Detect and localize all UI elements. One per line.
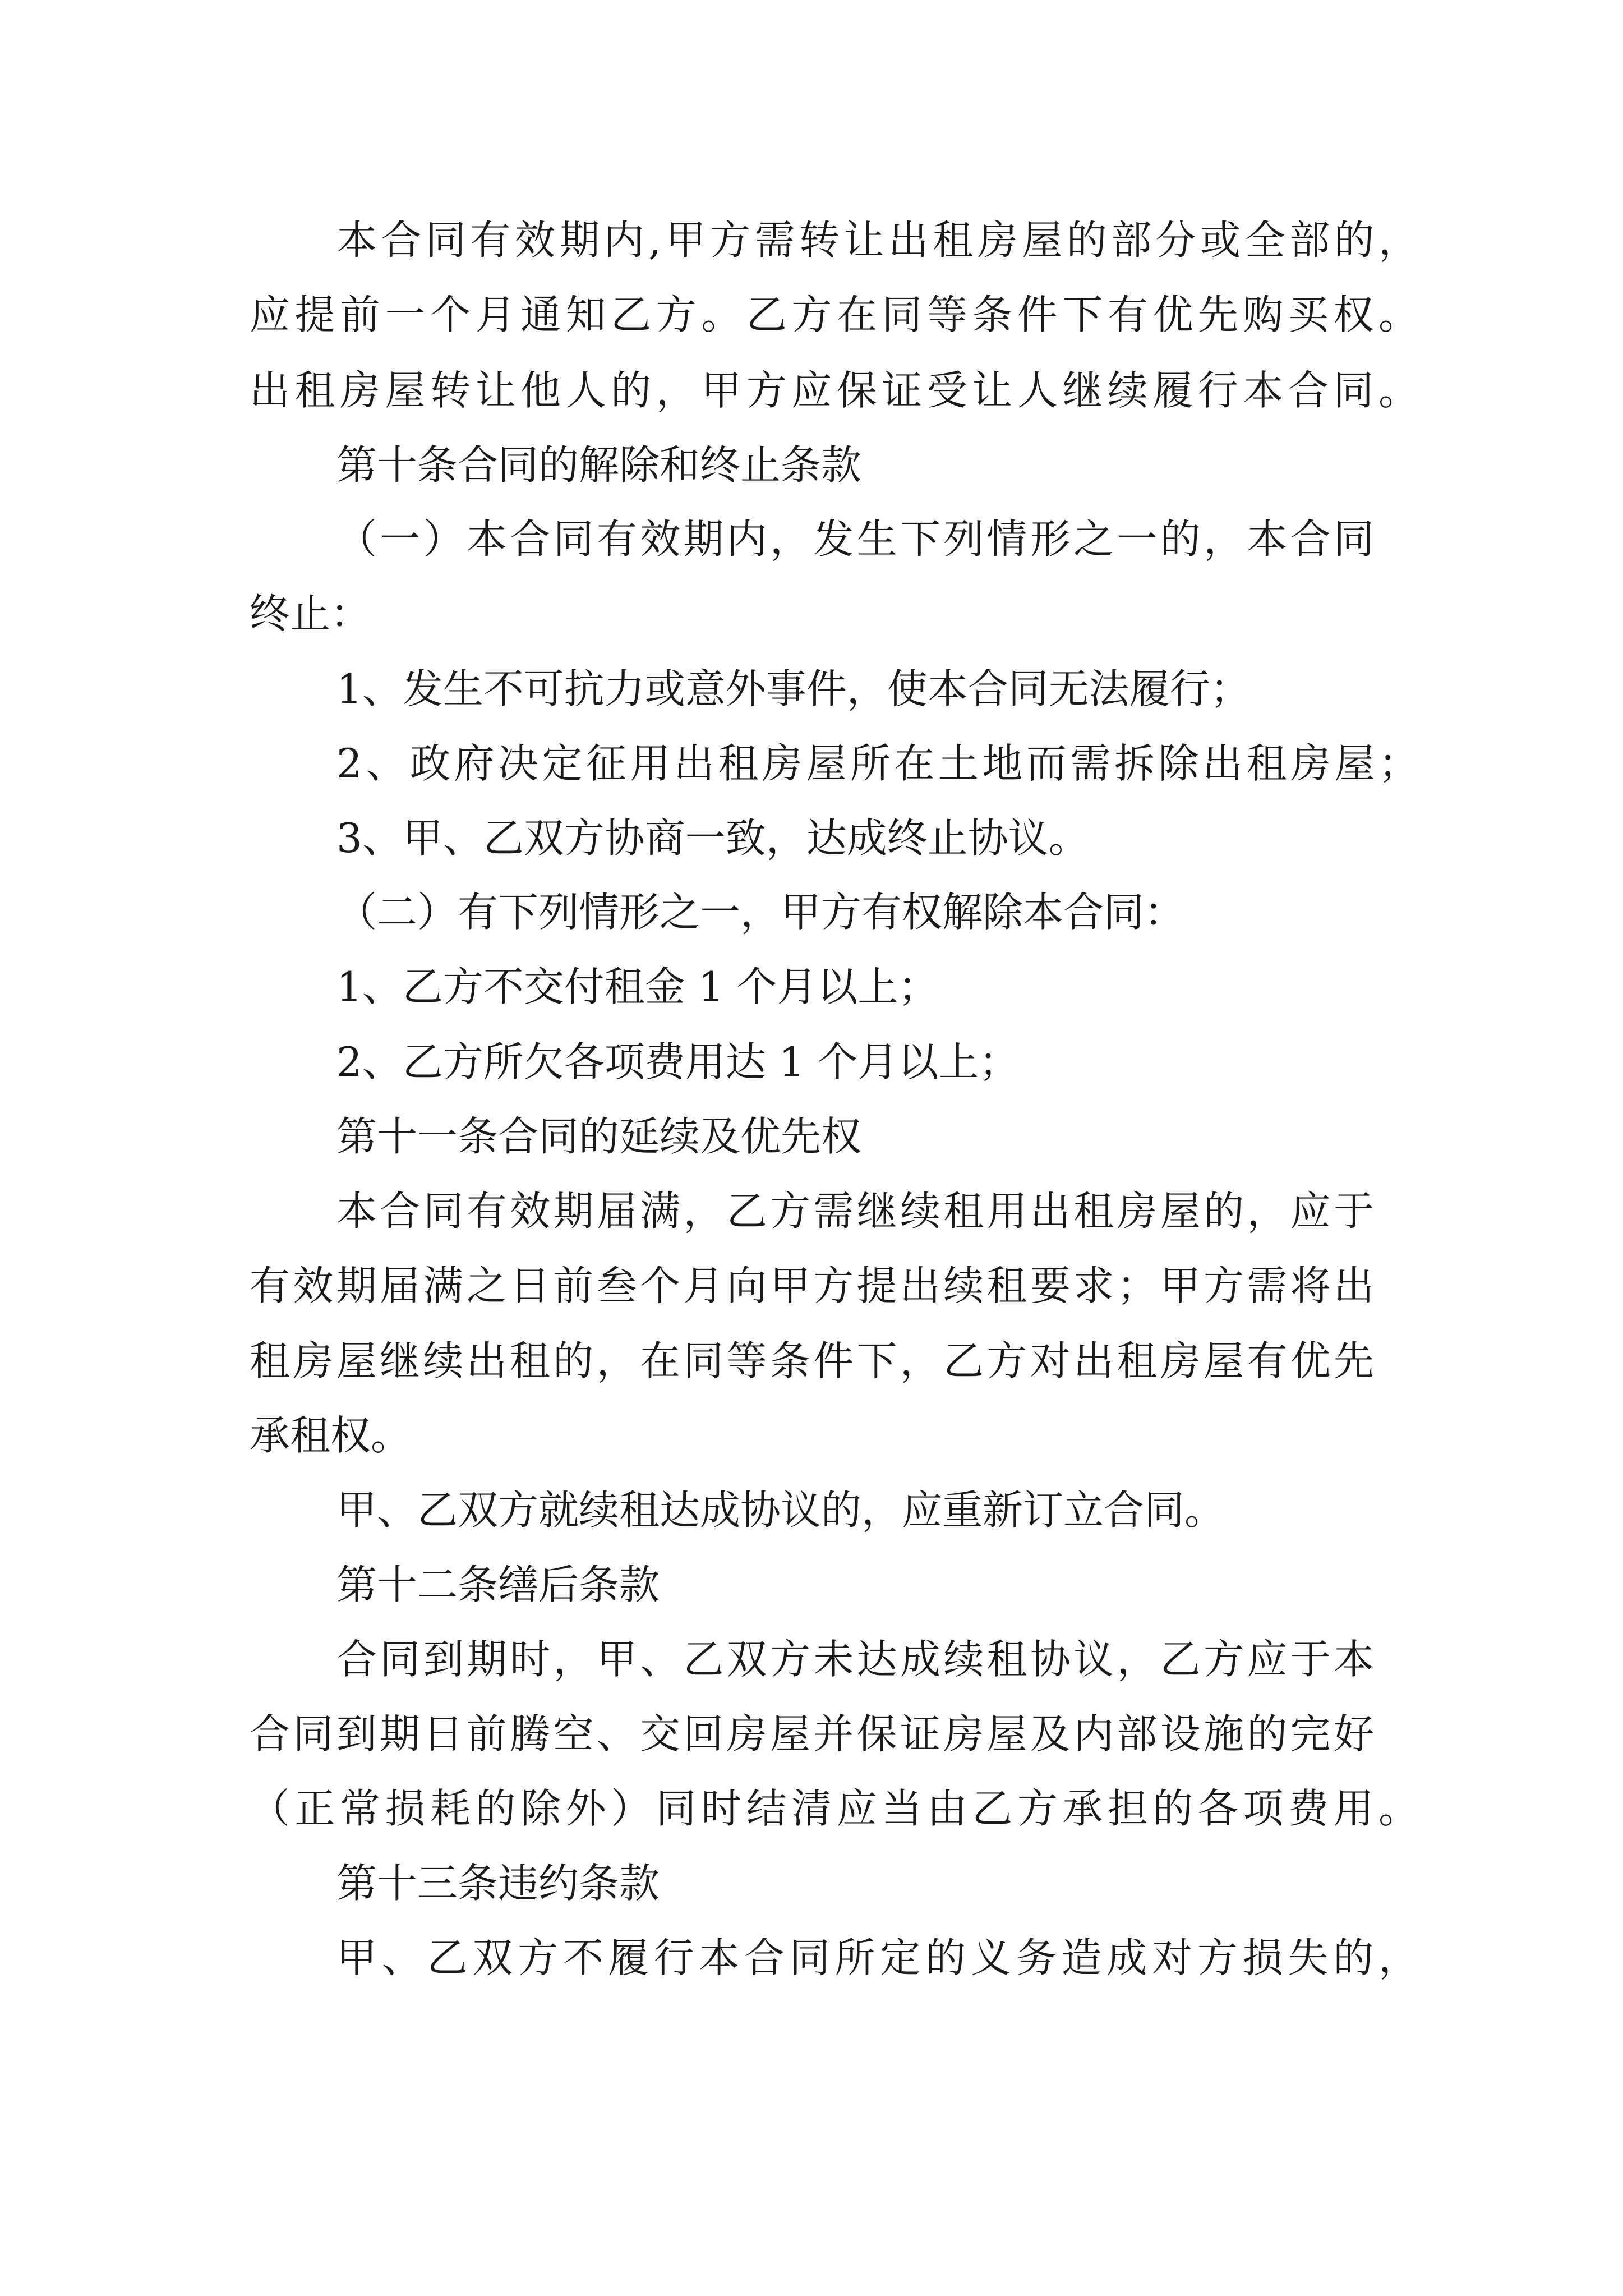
list-item: 2、政府决定征用出租房屋所在土地而需拆除出租房屋； [336,740,1419,787]
list-item: 2、乙方所欠各项费用达 1 个月以上； [336,1038,1020,1085]
paragraph-line: （二）有下列情形之一，甲方有权解除本合同： [336,889,1185,936]
list-item: 3、甲、乙双方协商一致，达成终止协议。 [336,815,1089,862]
section-heading: 第十三条违约条款 [336,1860,660,1907]
paragraph-line: 终止： [250,590,371,637]
paragraph-line: 合同到期日前腾空、交回房屋并保证房屋及内部设施的完好 [250,1710,1374,1757]
paragraph-line: （正常损耗的除外）同时结清应当由乙方承担的各项费用。 [250,1785,1419,1832]
paragraph-line: 租房屋继续出租的，在同等条件下，乙方对出租房屋有优先 [250,1337,1374,1384]
paragraph-line: 甲、乙双方不履行本合同所定的义务造成对方损失的， [336,1934,1419,1981]
paragraph-line: 承租权。 [250,1412,412,1459]
paragraph-line: 出租房屋转让他人的，甲方应保证受让人继续履行本合同。 [250,367,1419,414]
paragraph-line: 甲、乙双方就续租达成协议的，应重新订立合同。 [336,1487,1225,1534]
paragraph-line: 有效期届满之日前叁个月向甲方提出续租要求；甲方需将出 [250,1262,1374,1309]
list-item: 1、乙方不交付租金 1 个月以上； [336,963,939,1010]
section-heading: 第十条合同的解除和终止条款 [336,441,862,489]
paragraph-line: 本合同有效期届满，乙方需继续租用出租房屋的，应于 [336,1188,1374,1235]
section-heading: 第十一条合同的延续及优先权 [336,1113,862,1160]
paragraph-line: （一）本合同有效期内，发生下列情形之一的，本合同 [336,516,1374,563]
paragraph-line: 应提前一个月通知乙方。乙方在同等条件下有优先购买权。 [250,291,1419,338]
list-item: 1、发生不可抗力或意外事件，使本合同无法履行； [336,665,1251,712]
paragraph-line: 合同到期时，甲、乙双方未达成续租协议，乙方应于本 [336,1636,1374,1683]
paragraph-line: 本合同有效期内,甲方需转让出租房屋的部分或全部的， [336,217,1419,264]
section-heading: 第十二条缮后条款 [336,1561,660,1608]
